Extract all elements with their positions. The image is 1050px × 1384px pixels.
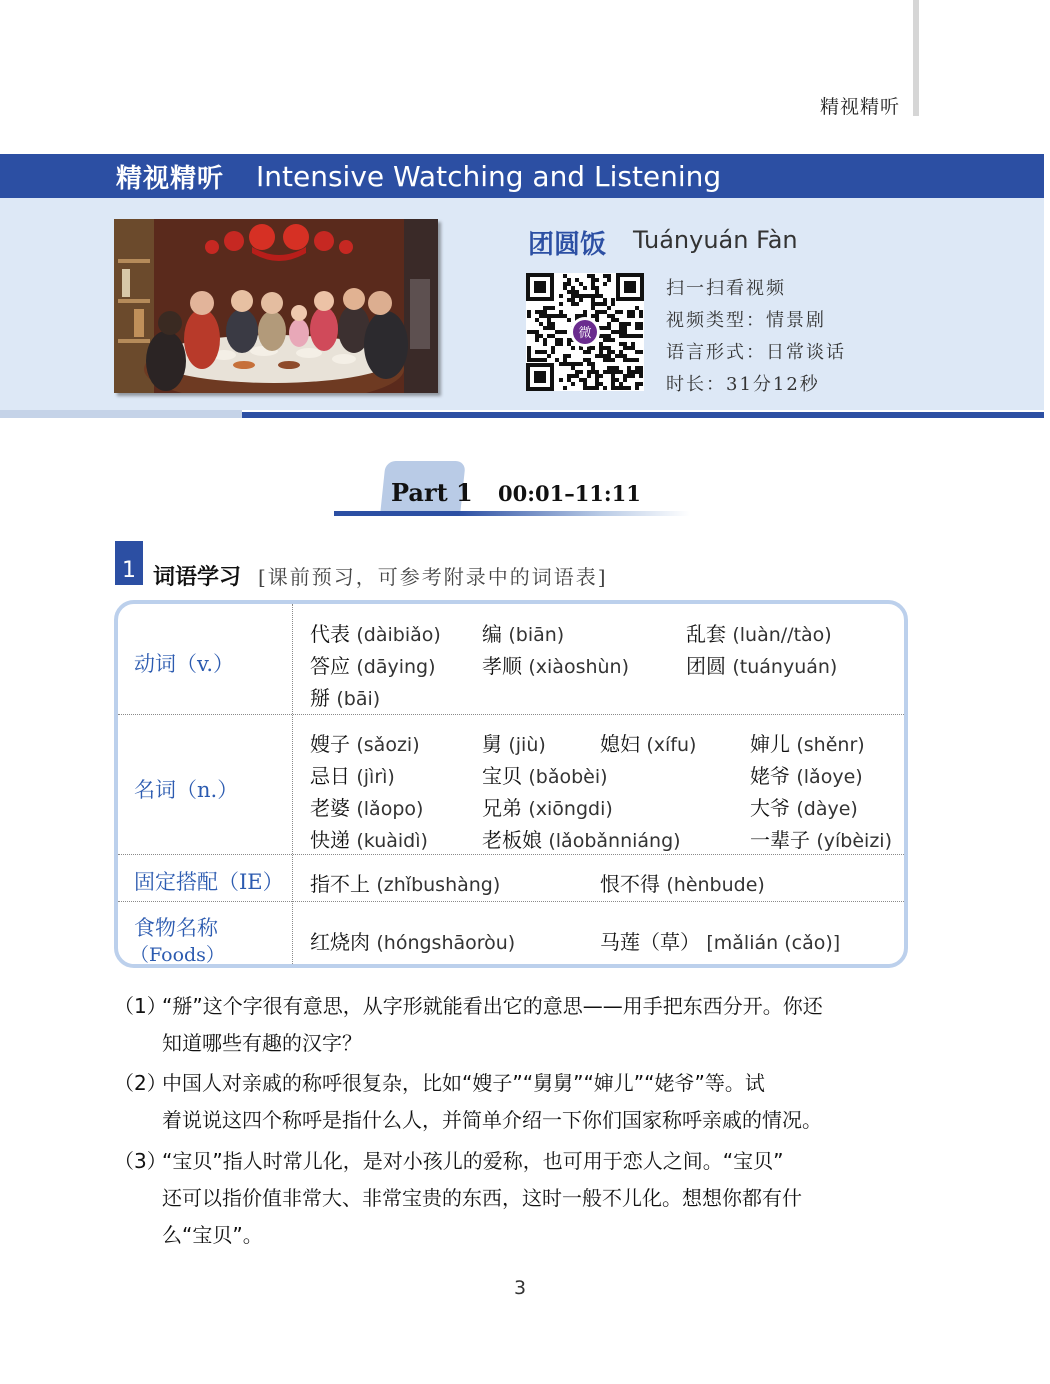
- video-thumbnail[interactable]: [114, 219, 438, 393]
- question-text: “宝贝”指人时常儿化，是对小孩儿的爱称，也可用于恋人之间。“宝贝”: [162, 1149, 784, 1173]
- video-title-pinyin: Tuányuán Fàn: [633, 226, 798, 254]
- category-foods-en: （Foods）: [130, 944, 225, 966]
- category-verbs: 动词（v.）: [134, 652, 235, 676]
- question-text: 么“宝贝”。: [162, 1223, 263, 1247]
- vocab-word: 编 (biān): [482, 622, 565, 646]
- running-head: 精视精听: [820, 96, 901, 118]
- section-title: 词语学习: [153, 565, 242, 590]
- vocab-word: 婶儿 (shěnr): [750, 732, 865, 756]
- category-idioms: 固定搭配（IE）: [134, 870, 284, 894]
- section-number: 1: [115, 541, 143, 585]
- vocab-word: 兄弟 (xiōngdi): [482, 796, 613, 820]
- vocab-word: 马莲（草） [mǎlián (cǎo)]: [600, 930, 841, 954]
- qr-code[interactable]: [526, 273, 644, 391]
- category-nouns: 名词（n.）: [134, 778, 239, 802]
- vocab-word: 姥爷 (lǎoye): [750, 764, 863, 788]
- vocab-word: 嫂子 (sǎozi): [310, 732, 420, 756]
- question-1: [114, 988, 914, 1062]
- vocab-word: 忌日 (jìrì): [310, 764, 395, 788]
- vocab-word: 红烧肉 (hóngshāoròu): [310, 930, 516, 954]
- part-label: Part 1: [391, 478, 473, 507]
- vocab-word: 掰 (bāi): [310, 686, 381, 710]
- part-time: 00:01–11:11: [498, 481, 641, 506]
- banner-title-zh: 精视精听: [116, 163, 225, 194]
- category-foods: 食物名称: [134, 916, 218, 940]
- question-number: （3）: [114, 1149, 167, 1173]
- section-note: [课前预习，可参考附录中的词语表]: [258, 565, 608, 589]
- question-text: “掰”这个字很有意思，从字形就能看出它的意思——用手把东西分开。你还: [162, 994, 823, 1018]
- vocab-word: 快递 (kuàidì): [310, 828, 428, 852]
- question-number: （2）: [114, 1071, 167, 1095]
- vocab-word: 媳妇 (xífu): [600, 732, 697, 756]
- video-title: 团圆饭: [528, 230, 607, 260]
- video-meta-form: 语言形式：日常谈话: [666, 342, 846, 363]
- video-meta-type: 视频类型：情景剧: [666, 310, 826, 331]
- question-3: [114, 1143, 914, 1254]
- header-side-rule: [913, 0, 919, 116]
- vocab-word: 乱套 (luàn//tào): [686, 622, 832, 646]
- page-number: 3: [514, 1277, 527, 1299]
- question-2: [114, 1065, 914, 1139]
- vocab-row-divider: [118, 854, 904, 855]
- vocab-word: 舅 (jiù): [482, 732, 546, 756]
- vocab-word: 宝贝 (bǎobèi): [482, 764, 608, 788]
- vocab-row-divider: [118, 714, 904, 715]
- vocab-word: 代表 (dàibiǎo): [310, 622, 441, 646]
- qr-code-image: [526, 273, 644, 391]
- family-dinner-scene: [114, 219, 438, 393]
- panel-divider-blue: [242, 412, 1044, 418]
- vocab-word: 答应 (dāying): [310, 654, 436, 678]
- vocab-word: 指不上 (zhǐbushàng): [310, 872, 501, 896]
- vocab-word: 团圆 (tuányuán): [686, 654, 838, 678]
- vocab-word: 一辈子 (yíbèizi): [750, 828, 892, 852]
- section-banner: [0, 154, 1044, 198]
- vocab-word: 大爷 (dàye): [750, 796, 858, 820]
- banner-title-en: Intensive Watching and Listening: [256, 159, 722, 193]
- qr-center-glyph: 微: [578, 326, 592, 341]
- vocab-word: 老婆 (lǎopo): [310, 796, 424, 820]
- question-number: （1）: [114, 994, 167, 1018]
- question-text: 还可以指价值非常大、非常宝贵的东西，这时一般不儿化。想想你都有什: [162, 1186, 802, 1210]
- question-text: 知道哪些有趣的汉字？: [162, 1031, 362, 1055]
- vocab-word: 老板娘 (lǎobǎnniáng): [482, 828, 681, 852]
- vocab-row-divider: [118, 901, 904, 902]
- video-meta-scan: 扫一扫看视频: [666, 278, 786, 299]
- panel-divider-gray: [0, 410, 242, 418]
- question-text: 着说说这四个称呼是指什么人，并简单介绍一下你们国家称呼亲戚的情况。: [162, 1108, 822, 1132]
- vocab-column-divider: [292, 604, 293, 964]
- vocab-word: 恨不得 (hènbude): [600, 872, 765, 896]
- part-underline: [334, 511, 690, 516]
- video-meta-duration: 时长：31分12秒: [666, 374, 820, 395]
- question-text: 中国人对亲戚的称呼很复杂，比如“嫂子”“舅舅”“婶儿”“姥爷”等。试: [162, 1071, 765, 1095]
- vocab-word: 孝顺 (xiàoshùn): [482, 654, 629, 678]
- vocab-table: [114, 600, 908, 968]
